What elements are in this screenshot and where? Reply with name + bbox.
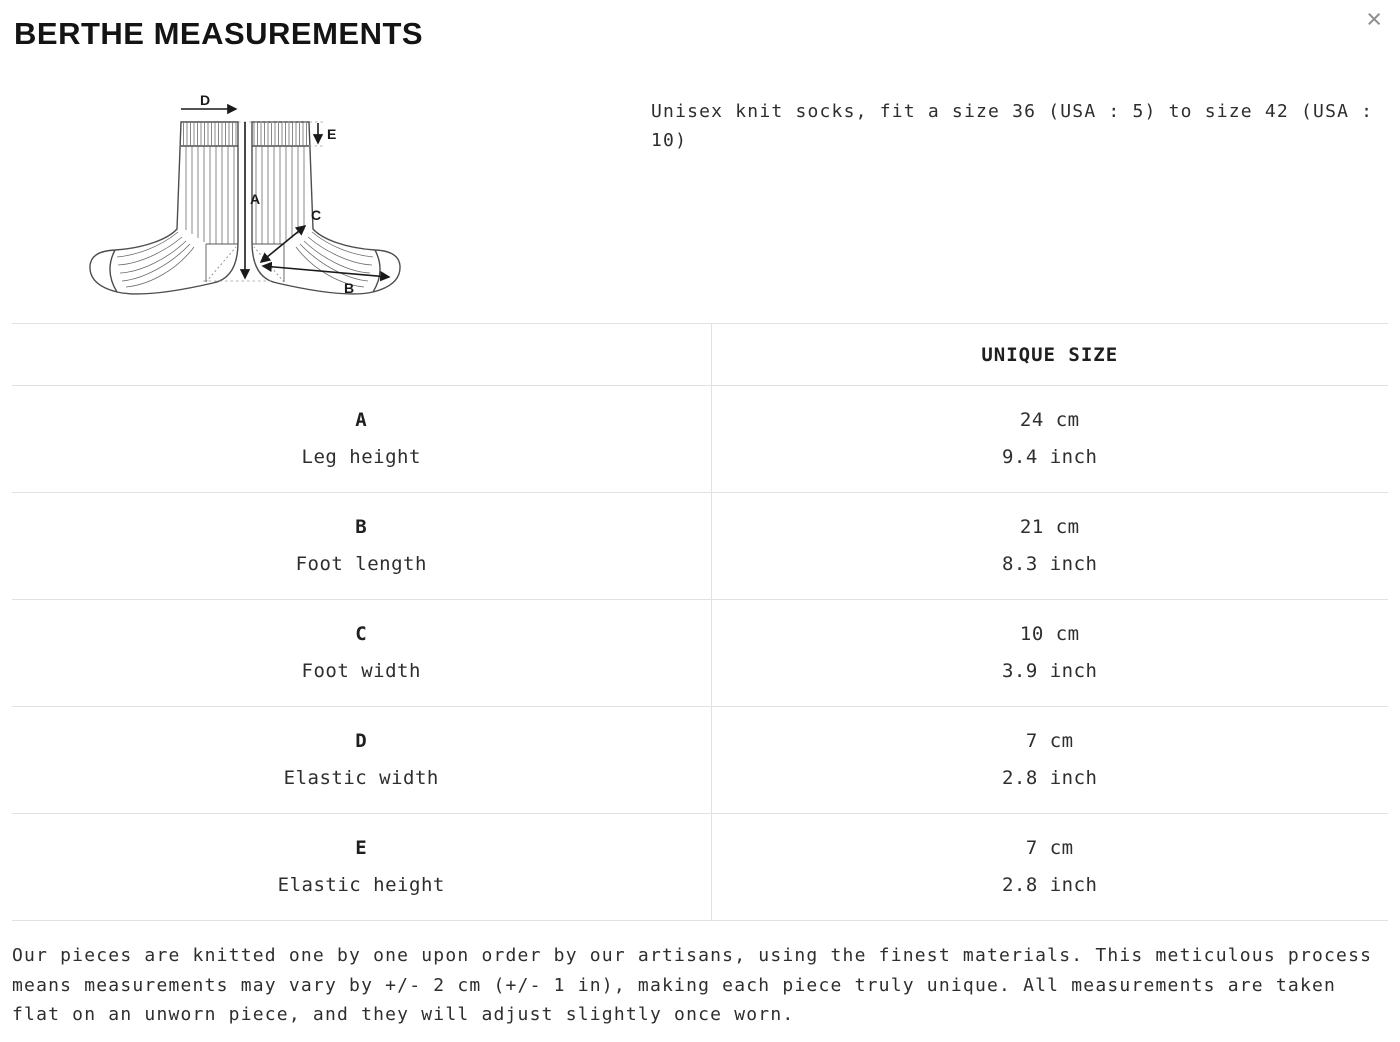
value-cell: [711, 707, 1388, 814]
measurement-cell: [12, 386, 711, 493]
measurement-cell: [12, 493, 711, 600]
measurements-table: [12, 323, 1388, 921]
value-inch: 8.3 inch: [1001, 553, 1098, 575]
value-cm: 21 cm: [1019, 516, 1080, 538]
measurement-label: Elastic width: [283, 767, 439, 789]
value-cm: 7 cm: [1025, 837, 1074, 859]
value-cm: 10 cm: [1019, 623, 1080, 645]
measurement-cell: [12, 814, 711, 921]
measurement-letter: A: [355, 409, 368, 431]
sock-outline-right: [252, 122, 400, 294]
value-cell: [711, 386, 1388, 493]
measurement-cell: [12, 600, 711, 707]
dimension-arrows: [181, 109, 389, 278]
arrow-b: [263, 266, 389, 277]
fit-description: Unisex knit socks, fit a size 36 (USA : 5) to size 42 (USA : 10): [651, 101, 1374, 151]
value-inch: 3.9 inch: [1001, 660, 1098, 682]
label-c: C: [311, 207, 322, 223]
footer-note: Our pieces are knitted one by one upon order by our artisans, using the finest materials. This meticulous process means measurements may vary by +/- 2 cm (+/- 1 in), making each piece truly unique. All measurements are taken flat on an unworn piece, and they will adjust slightly once worn.: [12, 945, 1373, 1025]
table-row: [12, 600, 1388, 707]
measurement-label: Foot width: [301, 660, 421, 682]
table-row: [12, 707, 1388, 814]
measurement-label: Foot length: [295, 553, 427, 575]
value-inch: 2.8 inch: [1001, 767, 1098, 789]
size-column-header: UNIQUE SIZE: [711, 324, 1388, 386]
table-row: [12, 386, 1388, 493]
label-b: B: [343, 280, 355, 296]
close-icon[interactable]: ×: [1360, 2, 1388, 37]
top-section: [12, 92, 1388, 307]
measurement-letter: B: [355, 516, 368, 538]
measurement-letter: D: [355, 730, 368, 752]
value-cm: 7 cm: [1025, 730, 1074, 752]
label-e: E: [327, 126, 337, 142]
label-d: D: [199, 92, 211, 108]
table-row: [12, 493, 1388, 600]
value-cell: [711, 493, 1388, 600]
measurement-label: Leg height: [301, 446, 421, 468]
page-title: BERTHE MEASUREMENTS: [14, 16, 424, 51]
sock-measurement-diagram: [75, 92, 415, 307]
value-inch: 2.8 inch: [1001, 874, 1098, 896]
value-cell: [711, 814, 1388, 921]
measurement-cell: [12, 707, 711, 814]
table-header-row: [12, 324, 1388, 386]
value-inch: 9.4 inch: [1001, 446, 1098, 468]
table-row: [12, 814, 1388, 921]
measurement-label: Elastic height: [277, 874, 445, 896]
value-cm: 24 cm: [1019, 409, 1080, 431]
measurement-letter: C: [355, 623, 368, 645]
measurement-column-header: [12, 324, 711, 386]
sock-outline-left: [90, 122, 238, 294]
value-cell: [711, 600, 1388, 707]
label-a: A: [250, 191, 261, 207]
measurement-letter: E: [355, 837, 368, 859]
